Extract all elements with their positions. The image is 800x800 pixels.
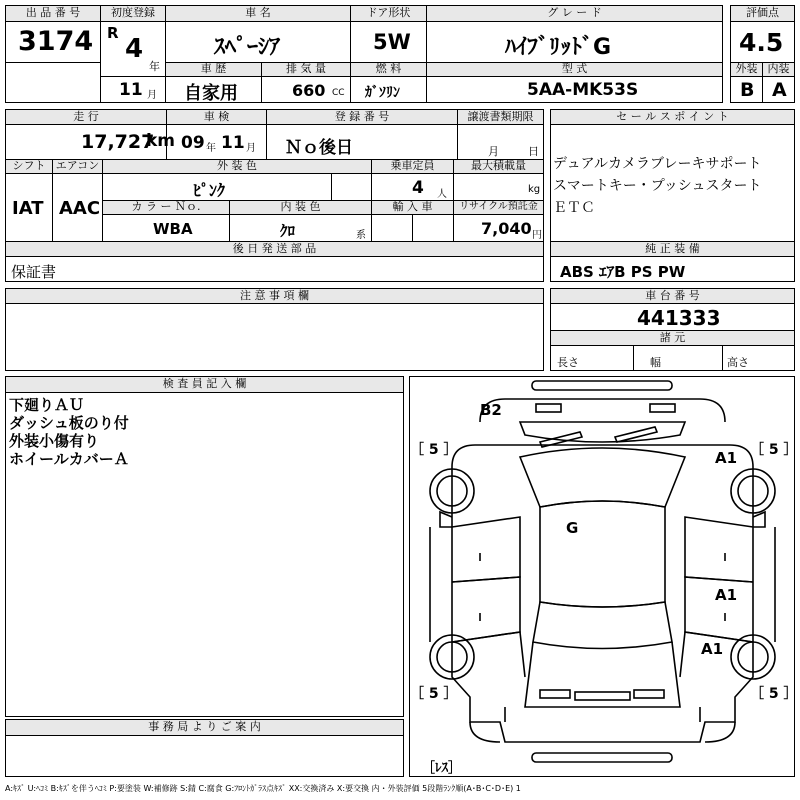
reg-year: 4 [125, 34, 144, 64]
sales-point-label: セ ー ル ス ポ イ ン ト [550, 109, 795, 125]
aircon-label: エアコン [52, 159, 103, 174]
seats: 4 [412, 178, 424, 198]
car-name-label: 車 名 [165, 5, 351, 22]
inspector-label: 検 査 員 記 入 欄 [5, 376, 404, 393]
chassis-label: 車 台 番 号 [550, 288, 795, 304]
first-reg-month-cell [100, 76, 166, 103]
equipment-cell [550, 256, 795, 282]
inspection-label: 車 検 [166, 109, 267, 125]
door-label: ドア形状 [350, 5, 427, 22]
fuel: ｶﾞｿﾘﾝ [365, 85, 400, 101]
lot-no-blank [5, 62, 101, 103]
notes-cell [5, 303, 544, 371]
notes-label: 注 意 事 項 欄 [5, 288, 544, 304]
car-name-cell [165, 21, 351, 63]
aircon-cell [52, 173, 103, 242]
model-cell [426, 76, 723, 103]
sales-point-line-1: デュアルカメラブレーキサポート [553, 156, 762, 172]
seats-cell [371, 173, 454, 201]
car-diagram [409, 376, 798, 777]
recycle: 7,040 [481, 219, 532, 238]
equipment: ABS ｴｱB PS PW [560, 263, 686, 281]
history-label: 車 歴 [165, 62, 262, 77]
ext-color-divider [331, 174, 332, 200]
import-cell [371, 214, 454, 242]
int-color-suffix: 系 [356, 230, 366, 241]
later-parts-label: 後 日 発 送 部 品 [5, 241, 544, 257]
fuel-label: 燃 料 [350, 62, 427, 77]
door-type: 5W [373, 30, 411, 54]
displacement-cell [261, 76, 351, 103]
inspector-line-1: 下廻りＡＵ [9, 396, 85, 414]
inspection-year-unit: 年 [206, 143, 216, 154]
transfer-cell [457, 124, 544, 160]
width-cell [633, 345, 723, 371]
office-cell [5, 735, 404, 777]
exterior-label: 外装 [730, 62, 763, 77]
damage-a1-front-right: A1 [715, 449, 738, 467]
exterior-cell [730, 76, 763, 103]
lot-no: 3174 [18, 26, 94, 57]
recycle-label: リサイクル預託金 [453, 200, 544, 215]
import-label: 輸 入 車 [371, 200, 454, 215]
shift-cell [5, 173, 53, 242]
equipment-label: 純 正 装 備 [550, 241, 795, 257]
chassis-cell [550, 303, 795, 331]
aircon: AAC [59, 198, 101, 219]
first-reg-label: 初度登録 [100, 5, 166, 22]
exterior-score: B [740, 79, 755, 101]
tire-front-left: ［ 5 ］ [410, 442, 458, 458]
lot-no-cell [5, 21, 101, 63]
inspector-line-4: ホイールカバーＡ [9, 450, 129, 468]
max-load-cell [453, 173, 544, 201]
ext-color-cell [102, 173, 372, 201]
car-outline-drawing [410, 377, 794, 776]
office-label: 事 務 局 よ り ご 案 内 [5, 719, 404, 736]
length-label: 長さ [557, 356, 579, 369]
damage-a1-rear-right-wheel: A1 [701, 640, 724, 658]
height-cell [722, 345, 795, 371]
max-load-label: 最大積載量 [453, 159, 544, 174]
mileage-cell [5, 124, 176, 160]
displacement: 660 [292, 81, 326, 100]
inspection-month: 11 [221, 133, 245, 153]
lot-no-label: 出 品 番 号 [5, 5, 101, 22]
seats-label: 乗車定員 [371, 159, 454, 174]
inspection-cell [166, 124, 267, 160]
history-cell [165, 76, 262, 103]
model-label: 型 式 [426, 62, 723, 77]
import-divider [412, 215, 413, 241]
registration-cell [266, 124, 458, 160]
length-cell [550, 345, 634, 371]
int-color: ｸﾛ [280, 222, 296, 240]
model: 5AA-MK53S [527, 80, 639, 100]
tire-rear-left: ［ 5 ］ [410, 686, 458, 702]
era: R [107, 24, 119, 42]
mileage-unit: km [146, 131, 176, 151]
sales-point-line-3: ＥＴＣ [553, 200, 595, 216]
recycle-unit: 円 [532, 230, 542, 241]
int-color-label: 内 装 色 [229, 200, 372, 215]
tire-front-right: ［ 5 ］ [750, 442, 798, 458]
grade-label: グ レ ー ド [426, 5, 723, 22]
later-parts-cell [5, 256, 544, 282]
dims-label: 諸 元 [550, 330, 795, 346]
width-label: 幅 [650, 356, 661, 369]
first-reg-cell [100, 21, 166, 77]
damage-a1-rear-right: A1 [715, 586, 738, 604]
sales-point-line-2: スマートキー・プッシュスタート [553, 178, 762, 194]
grade-cell [426, 21, 723, 63]
reg-month-unit: 月 [147, 90, 157, 101]
transfer-day: 日 [528, 145, 539, 158]
height-label: 高さ [727, 356, 749, 369]
registration: Ｎｏ後日 [285, 138, 353, 158]
car-name: ｽﾍﾟｰｼｱ [214, 35, 281, 60]
int-color-cell [229, 214, 372, 242]
damage-g: G [566, 519, 579, 537]
mileage: 17,727 [81, 131, 155, 153]
seats-unit: 人 [437, 189, 447, 200]
score: 4.5 [739, 28, 784, 57]
shift-label: シフト [5, 159, 53, 174]
color-no: WBA [153, 220, 193, 238]
interior-label: 内装 [762, 62, 795, 77]
shift: IAT [12, 198, 44, 219]
ext-color: ﾋﾟﾝｸ [193, 181, 226, 200]
transfer-label: 譲渡書類期限 [457, 109, 544, 125]
transfer-month: 月 [488, 145, 499, 158]
displacement-unit: CC [332, 88, 345, 98]
mileage-label: 走 行 [5, 109, 167, 125]
spare-tire: ［ﾚｽ］ [422, 761, 462, 776]
reg-year-unit: 年 [149, 60, 160, 73]
fuel-cell [350, 76, 427, 103]
inspection-month-unit: 月 [246, 143, 256, 154]
reg-month: 11 [119, 80, 143, 100]
interior-cell [762, 76, 795, 103]
inspection-year: 09 [181, 133, 205, 153]
grade: ﾊｲﾌﾞﾘｯﾄﾞG [505, 35, 612, 60]
damage-b2: B2 [480, 401, 502, 419]
interior-score: A [772, 79, 787, 101]
door-cell [350, 21, 427, 63]
history: 自家用 [184, 83, 238, 104]
score-label: 評価点 [730, 5, 795, 22]
inspector-line-3: 外装小傷有り [9, 432, 100, 450]
legend: A:ｷｽﾞ U:ﾍｺﾐ B:ｷｽﾞを伴うﾍｺﾐ P:要塗装 W:補修跡 S:錆 C:腐食 G:ﾌﾛﾝﾄｶﾞﾗｽ点ｷｽﾞ XX:交換済み X:要交換 内・外装評価 5段階ﾗﾝｸ順(A･B･C･D･E) 1 [5, 784, 521, 793]
color-no-label: カ ラ ー Ｎｏ. [102, 200, 230, 215]
max-load-unit: kg [528, 184, 541, 195]
sales-point-cell [550, 124, 795, 242]
displacement-label: 排 気 量 [261, 62, 351, 77]
ext-color-label: 外 装 色 [102, 159, 372, 174]
inspector-line-2: ダッシュ板のり付 [9, 414, 129, 432]
chassis-number: 441333 [637, 306, 721, 330]
inspector-cell [5, 392, 404, 717]
score-cell [730, 21, 795, 63]
recycle-cell [453, 214, 544, 242]
registration-label: 登 録 番 号 [266, 109, 458, 125]
tire-rear-right: ［ 5 ］ [750, 686, 798, 702]
color-no-cell [102, 214, 230, 242]
later-parts: 保証書 [11, 263, 57, 281]
